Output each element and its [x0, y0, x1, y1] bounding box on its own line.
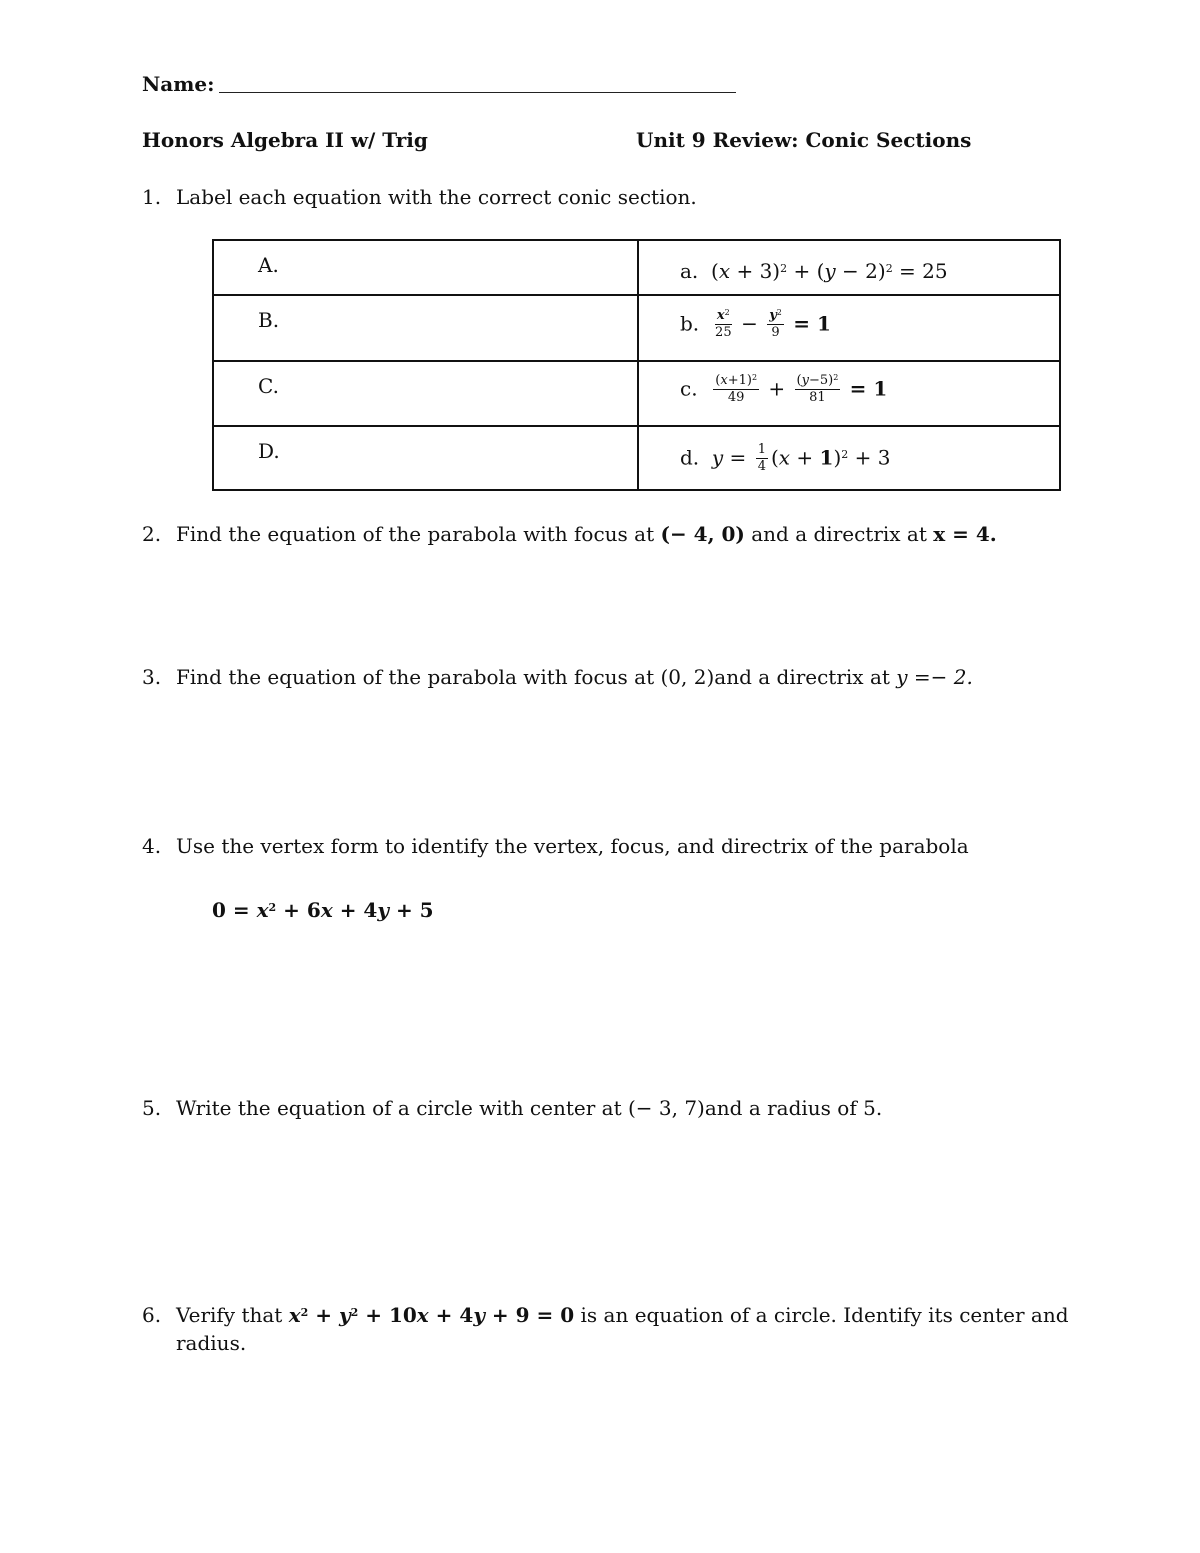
q3-number: 3.	[142, 665, 162, 689]
q5-text: Write the equation of a circle with center at (− 3, 7)and a radius of 5.	[176, 1096, 883, 1120]
row-letter: C.	[258, 374, 279, 398]
unit-title: Unit 9 Review: Conic Sections	[636, 128, 972, 152]
q3-text: Find the equation of the parabola with focus at (0, 2)and a directrix at y =− 2.	[176, 665, 973, 689]
equation-cell	[638, 426, 1060, 490]
equation-cell	[638, 295, 1060, 361]
answer-cell-d[interactable]	[213, 426, 638, 490]
answer-cell-a[interactable]	[213, 240, 638, 295]
table-row	[213, 295, 1060, 361]
q2-text: Find the equation of the parabola with focus at (− 4, 0) and a directrix at x = 4.	[176, 522, 997, 546]
row-letter: A.	[258, 253, 279, 277]
answer-cell-b[interactable]	[213, 295, 638, 361]
equation-d: d. y = $\frac{1}{4}$ $(x + 1)^2 + 3$	[680, 442, 891, 475]
q6-equation: $x^2 + y^2 + 10x + 4y + 9 = 0$	[288, 1303, 575, 1327]
q4-number: 4.	[142, 834, 162, 858]
row-letter: B.	[258, 308, 280, 332]
equation-c: c. $\frac{(x+1)^2}{49}$ + $\frac{(y-5)^2}{81}$ = 1	[680, 373, 888, 406]
table-row	[213, 240, 1060, 295]
conic-matching-table	[212, 239, 1061, 491]
q1-text: Label each equation with the correct conic section.	[176, 185, 697, 209]
q6-text-cont: radius.	[176, 1331, 247, 1355]
q6-number: 6.	[142, 1303, 162, 1327]
equation-b: b. $\frac{x^2}{25}$ − $\frac{y^2}{9}$ = 1	[680, 308, 831, 341]
course-title: Honors Algebra II w/ Trig	[142, 128, 428, 152]
q2-number: 2.	[142, 522, 162, 546]
row-letter: D.	[258, 439, 280, 463]
q1-number: 1.	[142, 185, 162, 209]
table-row	[213, 361, 1060, 426]
table-row	[213, 426, 1060, 490]
q4-text: Use the vertex form to identify the vertex, focus, and directrix of the parabola	[176, 834, 969, 858]
equation-cell	[638, 361, 1060, 426]
name-blank-line[interactable]	[219, 92, 736, 93]
equation-cell	[638, 240, 1060, 295]
name-label: Name:	[142, 72, 215, 96]
q5-number: 5.	[142, 1096, 162, 1120]
answer-cell-c[interactable]	[213, 361, 638, 426]
equation-a: a. $(x + 3)^2 + (y - 2)^2 = 25$	[680, 259, 948, 283]
q6-text: Verify that $x^2 + y^2 + 10x + 4y + 9 = 0$ is an equation of a circle. Identify its center and	[176, 1303, 1069, 1327]
q4-equation: $0 = x^2 + 6x + 4y + 5$	[212, 898, 434, 922]
